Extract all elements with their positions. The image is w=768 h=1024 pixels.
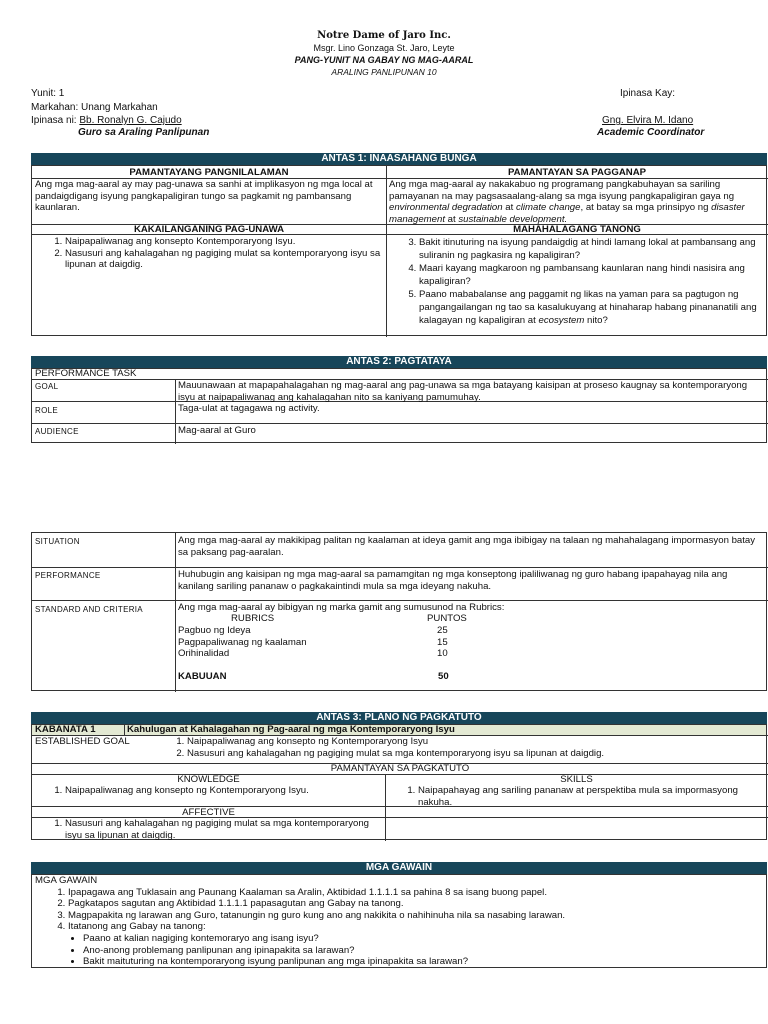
antas1-title: ANTAS 1: INAASAHANG BUNGA [31,153,767,165]
audience-text: Mag-aaral at Guro [178,425,256,436]
list-item: 4. Itatanong ang Gabay na tanong: [68,921,759,933]
gawain-box [31,874,767,968]
performance-text: Huhubugin ang kaisipan ng mga mag-aaral sa pamamgitan ng mga konseptong ipaliliwanag ng guro habang ipapahayag nila ang kanilang sariling pananaw o pagkakaintindi mula sa mga ideyang nakuha. [178,569,728,592]
standard-criteria-label: STANDARD AND CRITERIA [35,605,143,614]
situation-text: Ang mga mag-aaral ay makikipag palitan ng kaalaman at ideya gamit ang mga ibibigay na talaan ng mahahalagang impormasyon batay sa paksang pag-aaralan. [178,535,756,558]
understandings-list [32,235,386,272]
antas2-table-2 [31,532,767,691]
submitted-to-label: Ipinasa Kay: [620,88,676,99]
chapter-title: Kahulugan at Kahalagahan ng Pag-aaral ng mga Kontemporaryong Isyu [127,724,455,735]
list-item: • Paano at kalian nagiging kontemoraryo ang isang isyu? [83,933,759,945]
school-name: Notre Dame of Jaro Inc. [317,30,451,41]
performance-label: PERFORMANCE [35,571,101,580]
unit-label: Yunit: 1 [31,88,65,99]
school-address: Msgr. Lino Gonzaga St. Jaro, Leyte [313,43,455,53]
teacher-name: Bb. Ronalyn G. Cajudo [79,115,182,126]
gawain-label: MGA GAWAIN [35,875,98,886]
rubric-points: 15 [437,637,448,648]
audience-label: AUDIENCE [35,427,79,436]
list-item: 1. Nasusuri ang kahalagahan ng pagiging mulat sa mga kontemporaryong isyu sa lipunan at daigdig. [65,818,382,841]
rubric-points: 25 [437,625,448,636]
col-pamantayang-pangnilalaman: PAMANTAYANG PANGNILALAMAN [129,167,289,178]
list-item: 3. Bakit itinuturing na isyung pandaigdig at hindi lamang lokal at pambansang ang suliranin ng pagkasira ng kapaligiran? [419,236,765,262]
list-item: 1. Naipapaliwanag ang konsepto ng Kontemporaryong Isyu. [65,785,382,797]
teacher-line [31,115,182,126]
total-label: KABUUAN [178,671,227,682]
standard-intro: Ang mga mag-aaral ay bibigyan ng marka gamit ang sumusunod na Rubrics: [178,602,505,613]
rubric-name: Pagpapaliwanag ng kaalaman [178,637,307,648]
list-item: 1. Naipapaliwanag ang konsepto Kontemporaryong Isyu. [65,236,383,248]
established-goal-label: ESTABLISHED GOAL [35,736,130,747]
list-item: 2. Pagkatapos sagutan ang Aktibidad 1.1.1.1 papasagutan ang Gabay na tanong. [68,898,759,910]
subject-title: ARALING PANLIPUNAN 10 [331,67,437,77]
list-item: 1. Ipapagawa ang Tuklasain ang Paunang Kaalaman sa Aralin, Aktibidad 1.1.1.1 sa pahina 8 sa isang buong papel. [68,887,759,899]
antas3-table [31,724,767,840]
list-item: 3. Magpapakita ng larawan ang Guro, tatanungin ng guro kung ano ang nakikita o nahihinuha nila sa nasabing larawan. [68,910,759,922]
chapter-label: KABANATA 1 [35,724,96,735]
goal-text: Mauunawaan at mapapahalagahan ng mag-aaral ang pag-unawa sa mga batayang kaisipan at proseso kaugnay sa kontemporaryong isyu at naipapaliwanag ang kahalagahan nito sa kaniyang pamumuhay. [178,380,748,403]
performance-task-label: PERFORMANCE TASK [35,368,137,379]
list-item: • Bakit maituturing na kontemporaryong isyung panlipunan ang mga ipinapakita sa larawan? [83,956,759,968]
col-kakailanganing-pag-unawa: KAKAILANGANING PAG-UNAWA [133,224,285,235]
goal-label: GOAL [35,382,59,391]
antas1-table [31,165,767,336]
rubrics-header: RUBRICS [231,613,275,624]
goals-list [154,735,754,760]
list-item: 2. Nasusuri ang kahalagahan ng pagiging mulat sa kontemporaryong isyu sa lipunan at daigdig. [65,248,383,271]
list-item: 4. Maari kayang magkaroon ng pambansang kaunlaran nang hindi nasisira ang kapaligiran? [419,262,765,288]
gawain-content [32,874,762,969]
skills-title: SKILLS [560,774,593,785]
total-points: 50 [438,671,449,682]
list-item: 5. Paano mababalanse ang paggamit ng likas na yaman para sa pagtugon ng pangangailangan ng tao sa kasalukuyang at hinaharap habang pinananatili ang kalagayan ng kapaligiran at ecosystem nito? [419,288,765,327]
coordinator-role: Academic Coordinator [597,127,705,138]
col-pamantayan-sa-pagganap: PAMANTAYAN SA PAGGANAP [507,167,647,178]
knowledge-list [32,784,385,798]
antas3-title: ANTAS 3: PLANO NG PAGKATUTO [31,712,767,724]
content-standard-text: Ang mga mag-aaral ay may pag-unawa sa sanhi at implikasyon ng mga local at pandaigdigang isyung pangkapaligiran tungo sa pagkamit ng pambansang kaunlaran. [35,179,373,213]
role-label: ROLE [35,406,58,415]
role-text: Taga-ulat at tagagawa ng activity. [178,403,320,414]
teacher-role: Guro sa Araling Panlipunan [78,127,210,138]
coordinator-name: Gng. Elvira M. Idano [602,115,694,126]
knowledge-title: KNOWLEDGE [177,774,240,785]
gawain-title: MGA GAWAIN [31,862,767,874]
list-item: 1. Naipapahayag ang sariling pananaw at perspektiba mula sa impormasyong nakuha. [418,785,765,808]
rubric-name: Orihinalidad [178,648,230,659]
quarter-label: Markahan: Unang Markahan [31,102,158,113]
list-item: • Ano-anong problemang panlipunan ang ipinapakita sa larawan? [83,945,759,957]
affective-title: AFFECTIVE [182,807,235,818]
standards-title: PAMANTAYAN SA PAGKATUTO [330,763,470,774]
guide-title: PANG-YUNIT NA GABAY NG MAG-AARAL [294,55,474,65]
rubric-name: Pagbuo ng Ideya [178,625,251,636]
points-header: PUNTOS [427,613,467,624]
col-mahahalagang-tanong: MAHAHALAGANG TANONG [513,224,641,235]
skills-list [385,784,768,809]
rubric-points: 10 [437,648,448,659]
list-item: 1. Naipapaliwanag ang konsepto ng Kontemporaryong Isyu [187,736,751,748]
essential-questions-list [386,235,768,328]
antas2-title: ANTAS 2: PAGTATAYA [31,356,767,368]
list-item: 2. Nasusuri ang kahalagahan ng pagiging mulat sa mga kontemporaryong isyu sa lipunan at daigdig. [187,748,751,760]
submitted-by-label: Ipinasa ni: [31,115,77,126]
performance-standard-text: Ang mga mag-aaral ay nakakabuo ng programang pangkabuhayan sa sariling pamayanan na may pagsasaalang-alang sa mga isyung pangkapaligiran gaya ng environmental degradation at climate change, at batay sa mga prinsipyo ng disaster management at sustainable development. [389,179,745,225]
affective-list [32,817,385,842]
antas2-table-1 [31,368,767,443]
situation-label: SITUATION [35,537,80,546]
